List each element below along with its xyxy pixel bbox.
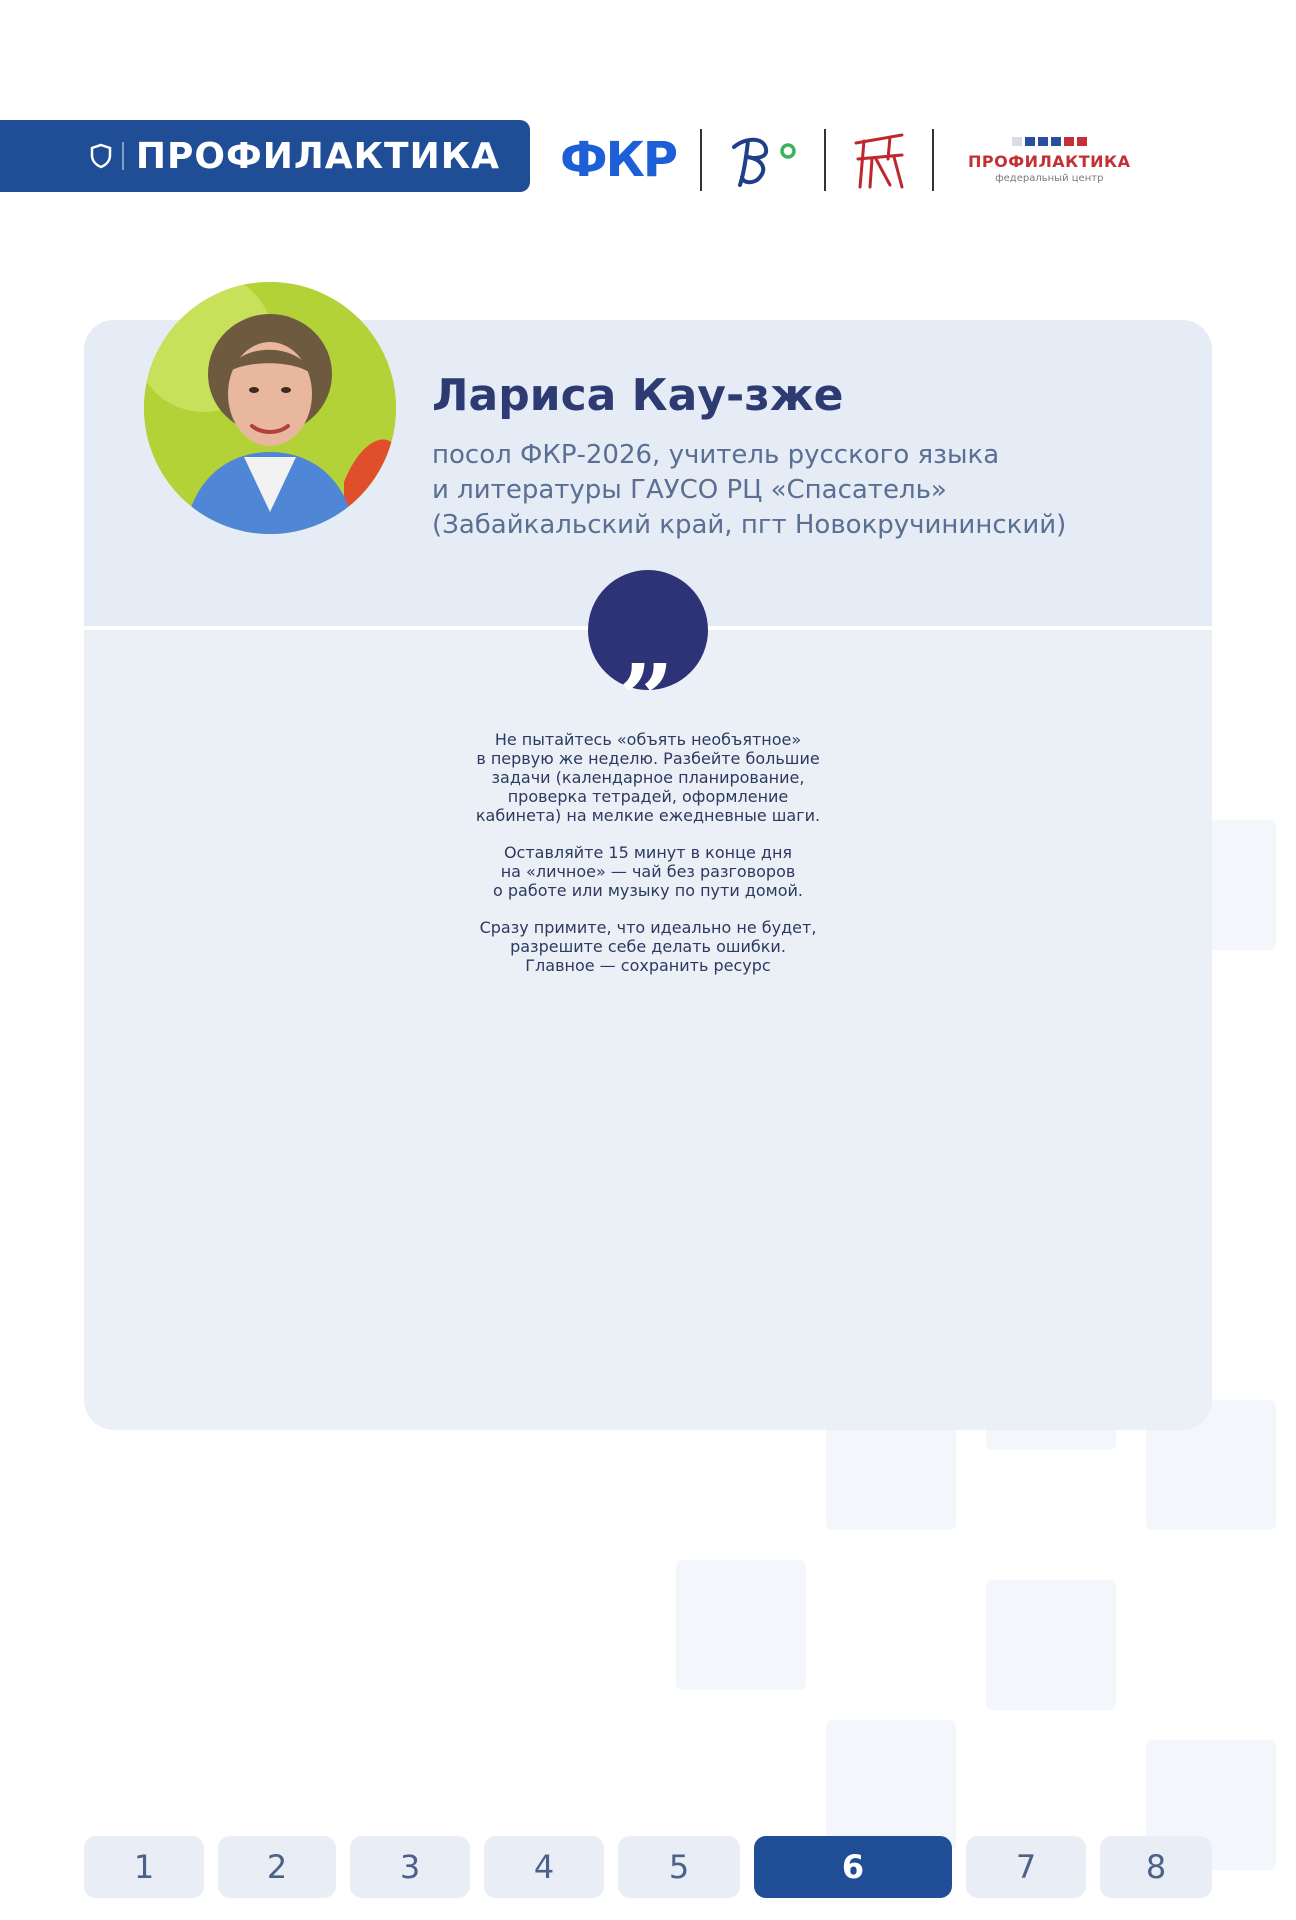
quote-line: Оставляйте 15 минут в конце дня xyxy=(503,843,793,862)
quote-line: Сразу примите, что идеально не будет, xyxy=(479,918,817,937)
quote-line: в первую же неделю. Разбейте большие xyxy=(476,749,820,768)
avatar-photo xyxy=(144,282,396,534)
quote-line: Не пытайтесь «объять необъятное» xyxy=(494,730,802,749)
page-button-3[interactable]: 3 xyxy=(350,1836,470,1898)
logo-divider xyxy=(824,129,826,191)
page-button-4[interactable]: 4 xyxy=(484,1836,604,1898)
quote-line: на «личное» — чай без разговоров xyxy=(500,862,796,881)
page-button-8[interactable]: 8 xyxy=(1100,1836,1212,1898)
brand-banner xyxy=(0,120,530,192)
person-role-line: и литературы ГАУСО РЦ «Спасатель» xyxy=(432,475,947,505)
page-button-1[interactable]: 1 xyxy=(84,1836,204,1898)
quote-line: проверка тетрадей, оформление xyxy=(507,787,789,806)
prof-logo-title: ПРОФИЛАКТИКА xyxy=(968,151,1131,171)
profilaktika-logo xyxy=(968,137,1131,184)
quote-text xyxy=(84,712,1212,993)
quote-line: разрешите себе делать ошибки. xyxy=(510,937,786,956)
shield-icon xyxy=(90,143,112,169)
person-role-line: (Забайкальский край, пгт Новокручининский) xyxy=(432,510,1067,540)
page-button-6-active[interactable]: 6 xyxy=(754,1836,952,1898)
person-name: Лариса Кау-зже xyxy=(432,370,844,421)
prof-logo-squares xyxy=(1012,137,1087,146)
quote-line: задачи (календарное планирование, xyxy=(491,768,805,787)
person-role xyxy=(432,438,1066,543)
pagination xyxy=(84,1836,1212,1898)
quote-line: кабинета) на мелкие ежедневные шаги. xyxy=(475,806,821,825)
quote-mark-badge xyxy=(588,570,708,701)
quote-mark-icon: „ xyxy=(620,588,676,701)
logo-divider xyxy=(932,129,934,191)
fkr-logo: ФКР xyxy=(560,132,677,188)
prof-logo-subtitle: федеральный центр xyxy=(995,172,1104,184)
page-button-5[interactable]: 5 xyxy=(618,1836,740,1898)
avatar xyxy=(144,282,396,534)
person-role-line: посол ФКР-2026, учитель русского языка xyxy=(432,440,1000,470)
partner-logos xyxy=(560,112,1131,208)
logo-divider xyxy=(700,129,702,191)
page-button-2[interactable]: 2 xyxy=(218,1836,336,1898)
quote-line: Главное — сохранить ресурс xyxy=(525,956,771,975)
brand-title: ПРОФИЛАКТИКА xyxy=(135,135,500,177)
brand-divider xyxy=(122,142,124,170)
quote-line: о работе или музыку по пути домой. xyxy=(492,881,803,900)
page-button-7[interactable]: 7 xyxy=(966,1836,1086,1898)
vo-logo-icon xyxy=(726,129,800,191)
chair-logo-icon xyxy=(850,129,908,191)
